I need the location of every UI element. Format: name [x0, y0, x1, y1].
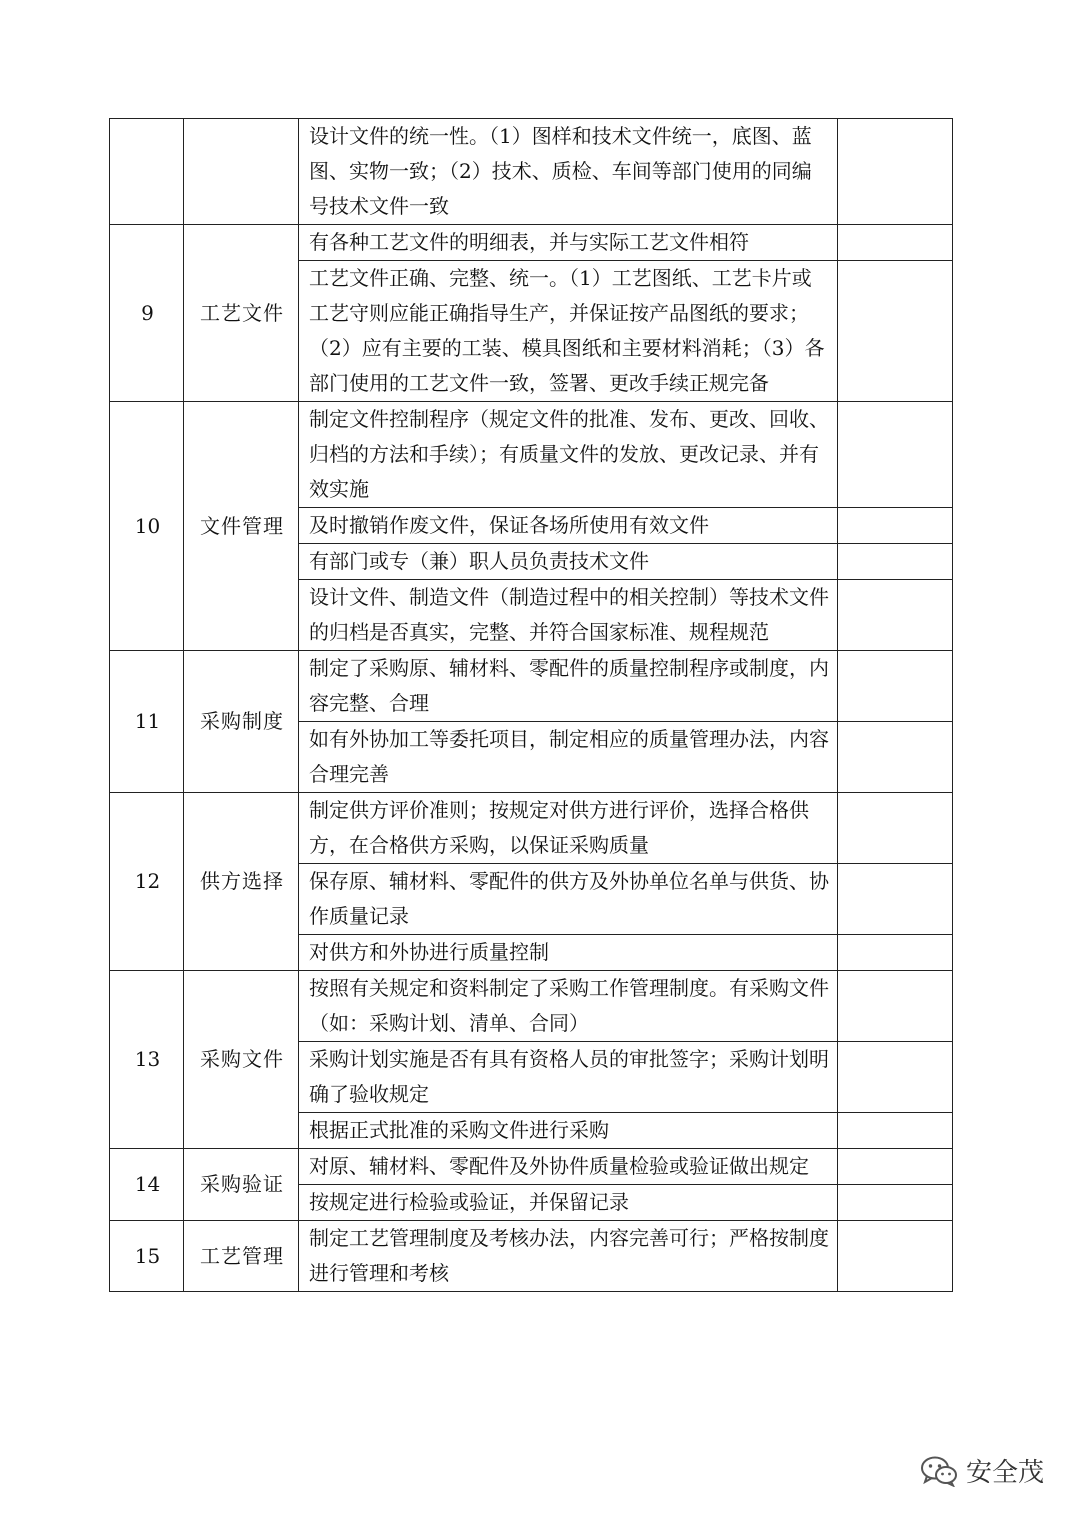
item-number-cell: 10 [110, 402, 184, 651]
item-number-cell: 12 [110, 793, 184, 971]
result-cell[interactable] [838, 722, 953, 793]
table-row [110, 1221, 953, 1292]
checklist-table [109, 118, 953, 1292]
requirement-cell: 采购计划实施是否有具有资格人员的审批签字；采购计划明确了验收规定 [299, 1042, 838, 1113]
result-cell[interactable] [838, 971, 953, 1042]
item-name-cell: 供方选择 [184, 793, 299, 971]
result-cell[interactable] [838, 402, 953, 508]
item-name-cell: 工艺文件 [184, 225, 299, 402]
table-row [110, 119, 953, 225]
requirement-cell: 制定了采购原、辅材料、零配件的质量控制程序或制度，内容完整、合理 [299, 651, 838, 722]
table-row [110, 402, 953, 508]
requirement-cell: 有部门或专（兼）职人员负责技术文件 [299, 544, 838, 580]
item-name-cell: 采购制度 [184, 651, 299, 793]
result-cell[interactable] [838, 651, 953, 722]
requirement-cell: 设计文件的统一性。（1）图样和技术文件统一，底图、蓝图、实物一致；（2）技术、质检、车间等部门使用的同编号技术文件一致 [299, 119, 838, 225]
requirement-cell: 按照有关规定和资料制定了采购工作管理制度。有采购文件（如：采购计划、清单、合同） [299, 971, 838, 1042]
result-cell[interactable] [838, 793, 953, 864]
requirement-cell: 对供方和外协进行质量控制 [299, 935, 838, 971]
item-number-cell: 14 [110, 1149, 184, 1221]
item-number-cell [110, 119, 184, 225]
table-row [110, 225, 953, 261]
table-row [110, 1149, 953, 1185]
item-name-cell: 工艺管理 [184, 1221, 299, 1292]
watermark [920, 1452, 1044, 1489]
requirement-cell: 有各种工艺文件的明细表，并与实际工艺文件相符 [299, 225, 838, 261]
result-cell[interactable] [838, 1113, 953, 1149]
requirement-cell: 设计文件、制造文件（制造过程中的相关控制）等技术文件的归档是否真实，完整、并符合国家标准、规程规范 [299, 580, 838, 651]
requirement-cell: 制定供方评价准则；按规定对供方进行评价，选择合格供方，在合格供方采购，以保证采购质量 [299, 793, 838, 864]
item-name-cell [184, 119, 299, 225]
requirement-cell: 制定文件控制程序（规定文件的批准、发布、更改、回收、归档的方法和手续）；有质量文件的发放、更改记录、并有效实施 [299, 402, 838, 508]
result-cell[interactable] [838, 1149, 953, 1185]
item-number-cell: 13 [110, 971, 184, 1149]
result-cell[interactable] [838, 580, 953, 651]
item-name-cell: 采购文件 [184, 971, 299, 1149]
result-cell[interactable] [838, 1042, 953, 1113]
requirement-cell: 工艺文件正确、完整、统一。（1）工艺图纸、工艺卡片或工艺守则应能正确指导生产，并保证按产品图纸的要求；（2）应有主要的工装、模具图纸和主要材料消耗；（3）各部门使用的工艺文件一致，签署、更改手续正规完备 [299, 261, 838, 402]
requirement-cell: 根据正式批准的采购文件进行采购 [299, 1113, 838, 1149]
result-cell[interactable] [838, 261, 953, 402]
result-cell[interactable] [838, 508, 953, 544]
result-cell[interactable] [838, 225, 953, 261]
requirement-cell: 对原、辅材料、零配件及外协件质量检验或验证做出规定 [299, 1149, 838, 1185]
table-row [110, 971, 953, 1042]
result-cell[interactable] [838, 119, 953, 225]
result-cell[interactable] [838, 1185, 953, 1221]
requirement-cell: 保存原、辅材料、零配件的供方及外协单位名单与供货、协作质量记录 [299, 864, 838, 935]
result-cell[interactable] [838, 1221, 953, 1292]
result-cell[interactable] [838, 864, 953, 935]
result-cell[interactable] [838, 544, 953, 580]
item-name-cell: 采购验证 [184, 1149, 299, 1221]
requirement-cell: 按规定进行检验或验证，并保留记录 [299, 1185, 838, 1221]
wechat-icon [920, 1455, 958, 1487]
item-number-cell: 11 [110, 651, 184, 793]
result-cell[interactable] [838, 935, 953, 971]
checklist-body [110, 119, 953, 1292]
table-row [110, 793, 953, 864]
table-row [110, 651, 953, 722]
item-number-cell: 15 [110, 1221, 184, 1292]
requirement-cell: 制定工艺管理制度及考核办法，内容完善可行；严格按制度进行管理和考核 [299, 1221, 838, 1292]
requirement-cell: 及时撤销作废文件，保证各场所使用有效文件 [299, 508, 838, 544]
item-name-cell: 文件管理 [184, 402, 299, 651]
requirement-cell: 如有外协加工等委托项目，制定相应的质量管理办法，内容合理完善 [299, 722, 838, 793]
watermark-text: 安全茂 [965, 1458, 1044, 1488]
item-number-cell: 9 [110, 225, 184, 402]
